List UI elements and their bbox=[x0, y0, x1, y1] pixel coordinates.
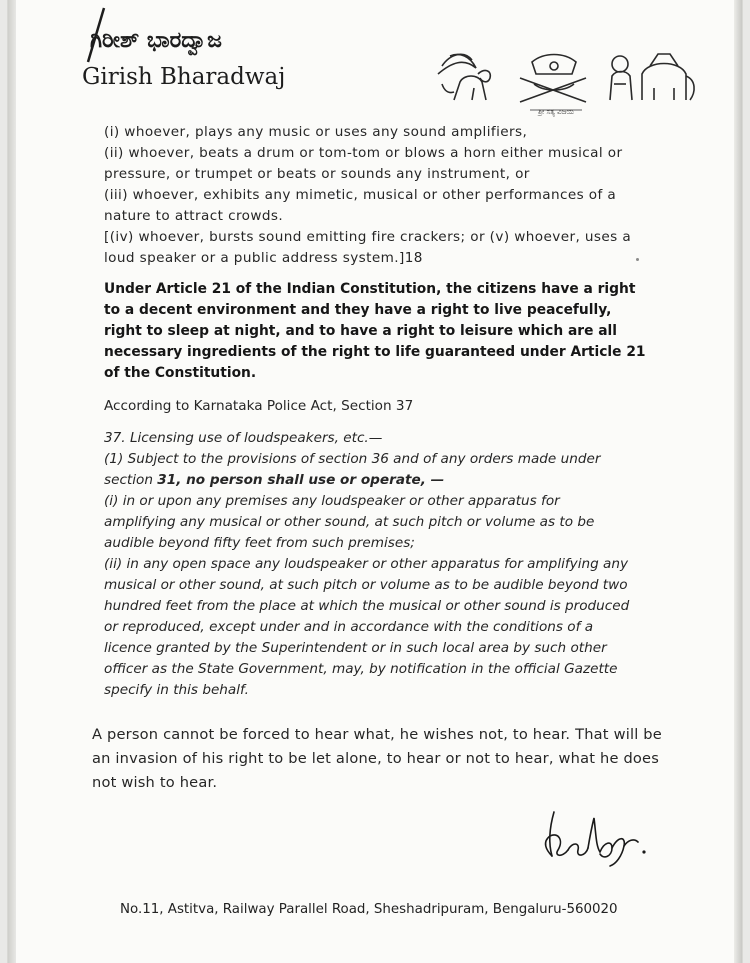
quote-line: an invasion of his right to be let alone, to hear or not to hear, what he does bbox=[92, 750, 660, 767]
bold-paragraph-line: Under Article 21 of the Indian Constitution, the citizens have a right bbox=[104, 281, 636, 297]
clause-line: officer as the State Government, may, by notification in the official Gazette bbox=[104, 661, 618, 677]
list-line: pressure, or trumpet or beats or sounds any instrument, or bbox=[104, 166, 530, 182]
list-line: (ii) whoever, beats a drum or tom-tom or blows a horn either musical or bbox=[104, 145, 623, 161]
clause-line: (i) in or upon any premises any loudspeaker or other apparatus for bbox=[104, 493, 560, 509]
signature-mark bbox=[540, 806, 650, 868]
list-line: loud speaker or a public address system.]18 bbox=[104, 250, 423, 266]
list-line: nature to attract crowds. bbox=[104, 208, 284, 224]
clause-line: specify in this behalf. bbox=[104, 682, 249, 698]
subsection-emphasis: 31, no person shall use or operate, — bbox=[157, 472, 445, 488]
emblem-icon bbox=[434, 44, 700, 116]
clause-line: or reproduced, except under and in accordance with the conditions of a bbox=[104, 619, 594, 635]
bold-paragraph-line: right to sleep at night, and to have a right to leisure which are all bbox=[104, 323, 617, 339]
clause-line: amplifying any musical or other sound, at such pitch or volume as to be bbox=[104, 514, 595, 530]
act-heading: According to Karnataka Police Act, Section 37 bbox=[104, 398, 414, 414]
page-edge-left bbox=[8, 0, 16, 963]
list-line: [(iv) whoever, bursts sound emitting fire crackers; or (v) whoever, uses a bbox=[104, 229, 632, 245]
clause-line: musical or other sound, at such pitch or volume as to be audible beyond two bbox=[104, 577, 628, 593]
list-line: (iii) whoever, exhibits any mimetic, musical or other performances of a bbox=[104, 187, 617, 203]
section-title: 37. Licensing use of loudspeakers, etc.— bbox=[104, 430, 383, 446]
bold-paragraph-line: of the Constitution. bbox=[104, 365, 257, 381]
clause-line: (ii) in any open space any loudspeaker or other apparatus for amplifying any bbox=[104, 556, 629, 572]
bold-paragraph-line: to a decent environment and they have a right to live peacefully, bbox=[104, 302, 612, 318]
letterhead-name-kannada: ಗಿರೀಶ್ ಭಾರದ್ವಾಜ bbox=[90, 28, 222, 53]
clause-line: licence granted by the Superintendent or in such local area by such other bbox=[104, 640, 607, 656]
clause-line: hundred feet from the place at which the musical or other sound is produced bbox=[104, 598, 630, 614]
subsection-line: (1) Subject to the provisions of section 36 and of any orders made under bbox=[104, 451, 601, 467]
letterhead-name-english: Girish Bharadwaj bbox=[82, 64, 286, 90]
document-page bbox=[8, 0, 742, 963]
quote-line: A person cannot be forced to hear what, he wishes not, to hear. That will be bbox=[92, 726, 662, 743]
list-line: (i) whoever, plays any music or uses any sound amplifiers, bbox=[104, 124, 528, 140]
clause-line: audible beyond fifty feet from such premises; bbox=[104, 535, 415, 551]
speck bbox=[636, 258, 639, 261]
subsection-text: section bbox=[104, 472, 158, 488]
bold-paragraph-line: necessary ingredients of the right to life guaranteed under Article 21 bbox=[104, 344, 646, 360]
emblem-caption: ಶ್ರೀ ಸತ್ಯ ವಿಜಯ bbox=[538, 108, 574, 116]
footer-address: No.11, Astitva, Railway Parallel Road, Sheshadripuram, Bengaluru-560020 bbox=[120, 902, 618, 917]
quote-line: not wish to hear. bbox=[92, 774, 218, 791]
page-edge-right bbox=[734, 0, 742, 963]
subsection-line bbox=[104, 472, 444, 488]
